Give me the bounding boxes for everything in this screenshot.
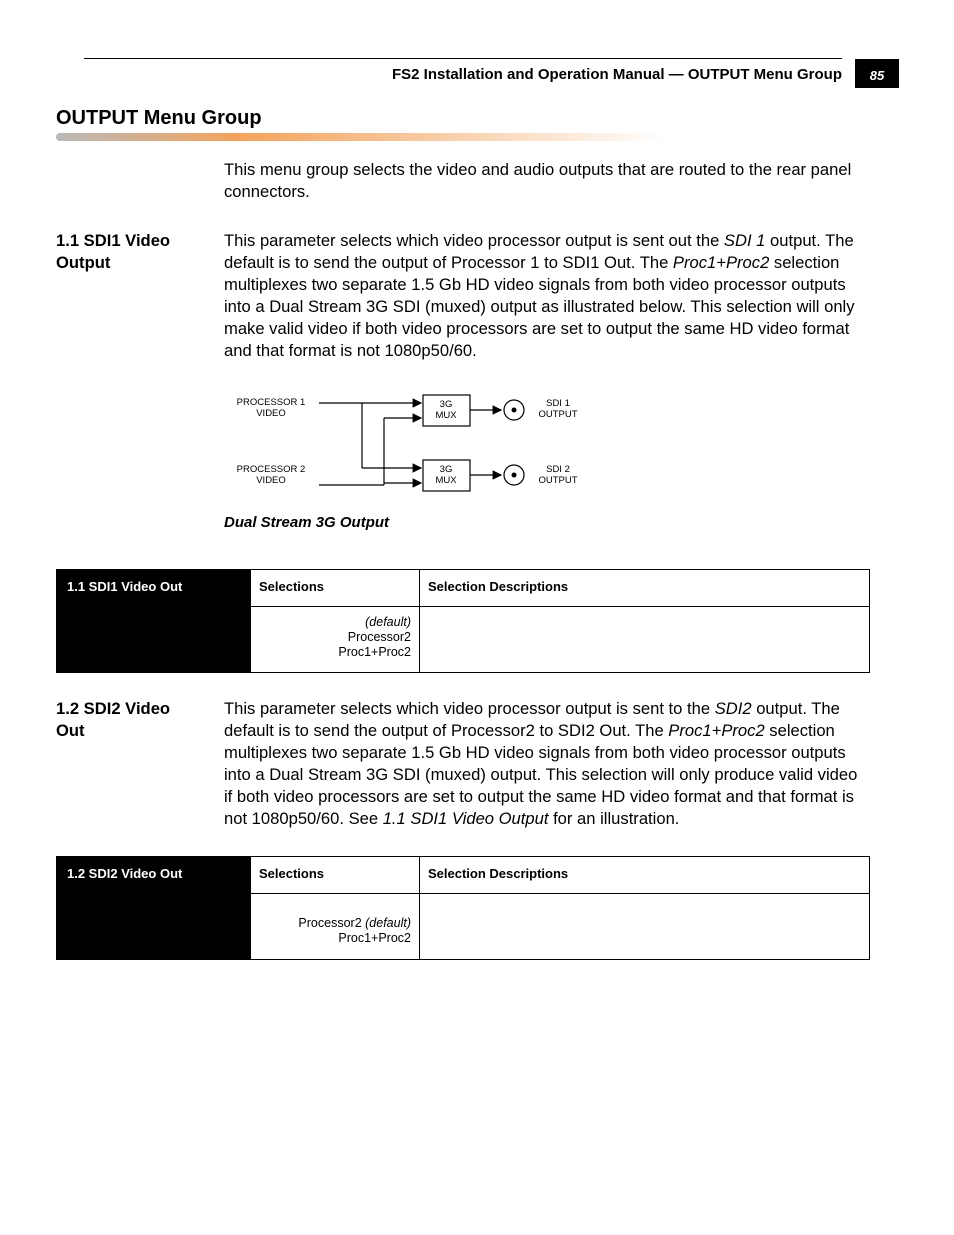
table1-sel-proc1proc2: Proc1+Proc2: [338, 645, 411, 659]
sdi2-text-1: This parameter selects which video processor output is sent to the: [224, 699, 715, 718]
mux2-label-line2: MUX: [435, 475, 457, 486]
proc2-label-line2: VIDEO: [256, 475, 286, 486]
sdi1-output-label-line2: OUTPUT: [538, 409, 578, 420]
table2-sel-default: (default): [365, 916, 411, 930]
table2-sel-proc1proc2: Proc1+Proc2: [338, 931, 411, 945]
table2-col-descriptions: Selection Descriptions: [420, 857, 870, 894]
sdi2-connector-pin-icon: [512, 473, 517, 478]
sdi1-heading: [56, 230, 206, 274]
table1-col-descriptions: Selection Descriptions: [420, 570, 870, 607]
sdi1-heading-line2: Output: [56, 253, 111, 272]
sdi2-output-label-line1: SDI 2: [546, 464, 570, 475]
table1-sel-processor2: Processor2: [347, 630, 411, 644]
sdi1-text-1: This parameter selects which video processor output is sent out the: [224, 231, 724, 250]
sdi2-heading-line2: Out: [56, 721, 85, 740]
table1-col-selections: Selections: [251, 570, 420, 607]
mux1-label-line1: 3G: [439, 399, 453, 410]
table1-descriptions-cell: [420, 607, 870, 673]
sdi1-connector-pin-icon: [512, 408, 517, 413]
table1-selections-cell: [251, 607, 420, 673]
sdi2-text-4: for an illustration.: [548, 809, 680, 828]
sdi1-output-label-line1: SDI 1: [546, 398, 570, 409]
proc2-label-line1: PROCESSOR 2: [236, 464, 306, 475]
section-underline-bar: [56, 133, 666, 141]
page-number: 85: [855, 59, 899, 88]
sdi1-parameter-table: [56, 569, 870, 673]
proc1-label-line1: PROCESSOR 1: [236, 397, 306, 408]
section-title: OUTPUT Menu Group: [56, 107, 262, 129]
table2-title: 1.2 SDI2 Video Out: [57, 857, 251, 960]
sdi2-paragraph: [224, 698, 870, 830]
table2-sel-processor2: Processor2: [298, 916, 362, 930]
sdi1-text-em-1: SDI 1: [723, 231, 766, 250]
dual-stream-diagram: [224, 382, 604, 502]
sdi2-text-em-3: 1.1 SDI1 Video Output: [382, 809, 549, 828]
mux1-label-line2: MUX: [435, 410, 457, 421]
sdi1-text-2: output. The default is to send the output of Processor 1 to SDI1 Out. The: [224, 231, 854, 272]
proc1-label-line2: VIDEO: [256, 408, 286, 419]
sdi1-text-3: selection multiplexes two separate 1.5 Gb HD video signals from both video processor outputs into a Dual Stream 3G SDI (muxed) output as illustrated below. This selection will only make valid video if both video processors are set to output the same HD video format and that format is not 1080p50/60.: [224, 253, 855, 360]
sdi2-text-3: selection multiplexes two separate 1.5 Gb HD video signals from both video processor outputs into a Dual Stream 3G SDI (muxed) output. This selection will only produce valid video if both video processors are set to output the same HD video format and that format is not 1080p50/60. See: [224, 721, 858, 828]
sdi2-parameter-table: [56, 856, 870, 960]
table2-descriptions-cell: [420, 894, 870, 960]
table2-selections-cell: [251, 894, 420, 960]
sdi1-heading-line1: 1.1 SDI1 Video: [56, 231, 171, 250]
header-rule: [84, 58, 842, 59]
sdi2-text-em-2: Proc1+Proc2: [668, 721, 765, 740]
sdi2-heading-line1: 1.2 SDI2 Video: [56, 699, 171, 718]
sdi1-paragraph: [224, 230, 870, 362]
diagram-caption: Dual Stream 3G Output: [224, 514, 390, 531]
sdi2-heading: [56, 698, 206, 742]
table1-title: 1.1 SDI1 Video Out: [57, 570, 251, 673]
running-header: FS2 Installation and Operation Manual — OUTPUT Menu Group: [391, 66, 842, 83]
mux2-label-line1: 3G: [439, 464, 453, 475]
intro-paragraph: This menu group selects the video and audio outputs that are routed to the rear panel connectors.: [224, 160, 852, 201]
sdi1-text-em-2: Proc1+Proc2: [672, 253, 770, 272]
sdi2-text-em-1: SDI2: [714, 699, 752, 718]
sdi2-text-2: output. The default is to send the output of Processor2 to SDI2 Out. The: [224, 699, 840, 740]
table1-sel-default: (default): [365, 615, 411, 629]
table2-col-selections: Selections: [251, 857, 420, 894]
sdi2-output-label-line2: OUTPUT: [538, 475, 578, 486]
